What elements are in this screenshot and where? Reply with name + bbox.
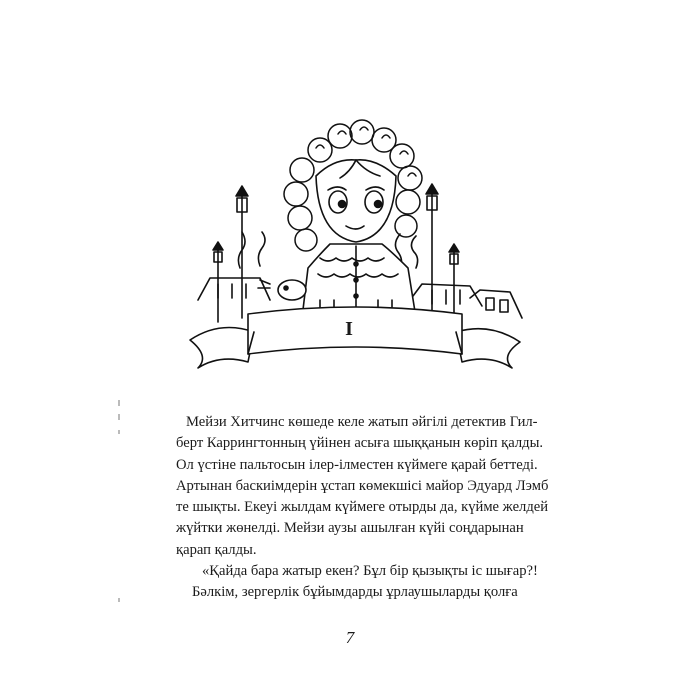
body-text xyxy=(176,412,549,604)
text-line: қарап қалды. xyxy=(176,541,257,558)
text-line: «Қайда бара жатыр екен? Бұл бір қызықты іс шығар?! xyxy=(202,563,538,580)
text-line: Артынан баскиімдерін ұстап көмекшісі майор Эдуард Лэмб xyxy=(176,477,549,494)
margin-mark xyxy=(118,400,120,406)
text-line: Бәлкім, зергерлік бұйымдарды ұрлаушыларды қолға xyxy=(192,584,518,601)
margin-mark xyxy=(118,598,120,602)
chapter-number: I xyxy=(345,318,353,340)
paragraph-2 xyxy=(176,561,538,604)
page-number: 7 xyxy=(345,628,355,647)
text-line: жүйтки жөнелді. Мейзи аузы ашылған күйі соңдарынан xyxy=(176,520,524,537)
text-line: те шықты. Екеуі жылдам күймеге отырды да, күйме желдей xyxy=(176,499,549,516)
text-line: берт Каррингтонның үйінен асыға шыққанын көріп қалды. xyxy=(176,435,544,452)
paragraph-1 xyxy=(176,412,549,561)
margin-mark xyxy=(118,430,120,434)
text-line: Ол үстіне пальтосын ілер-ілместен күймеге қарай беттеді. xyxy=(176,456,538,473)
margin-mark xyxy=(118,414,120,420)
text-line: Мейзи Хитчинс көшеде келе жатып әйгілі детектив Гил- xyxy=(186,414,538,430)
